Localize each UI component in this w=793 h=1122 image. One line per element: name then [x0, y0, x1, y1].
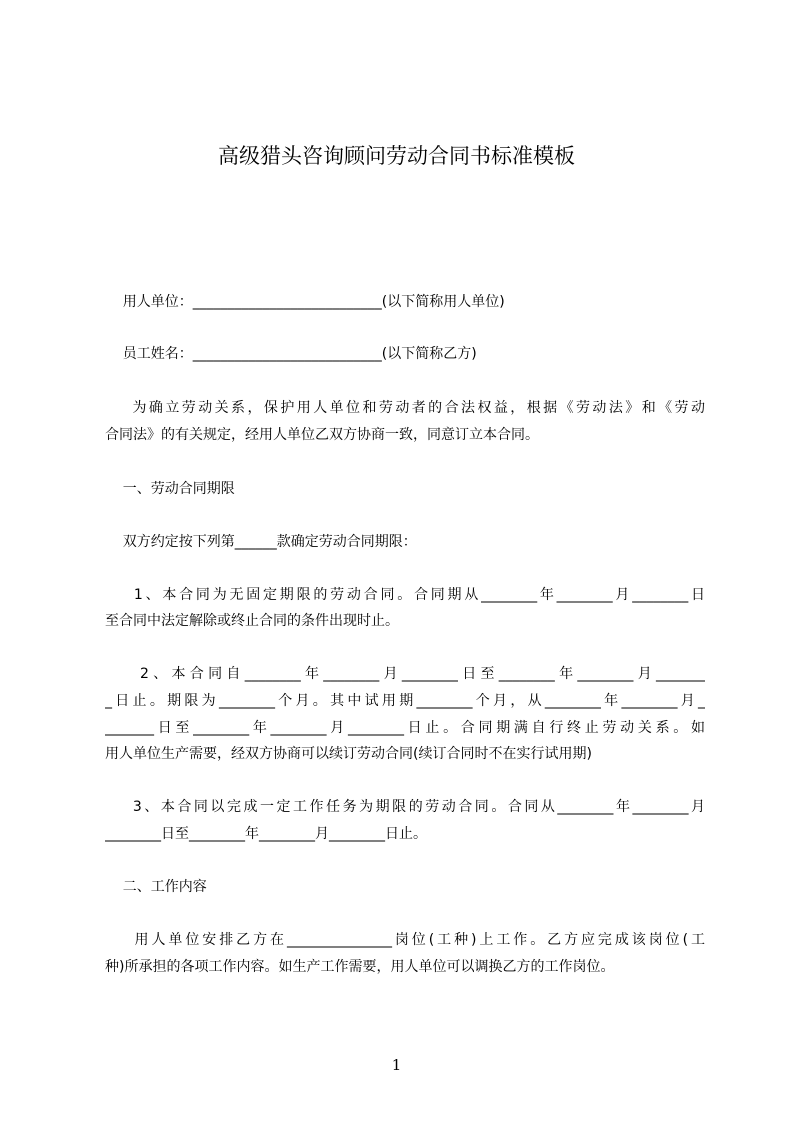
term-2-line-1: 2、本合同自________年________月________日至________年________月_______: [105, 666, 705, 682]
employee-line: 员工姓名：___________________________(以下简称乙方): [105, 346, 477, 362]
term-2-line-2: _日止。期限为________个月。其中试用期________个月，从________年________月_: [105, 693, 705, 709]
term-2-line-4: 用人单位生产需要，经双方协商可以续订劳动合同(续订合同时不在实行试用期): [105, 746, 592, 762]
section-2-line-1: 用人单位安排乙方在_______________岗位(工种)上工作。乙方应完成该岗位(工: [105, 932, 705, 948]
section-2-heading: 二、工作内容: [105, 879, 207, 895]
term-3-line-1: 3、本合同以完成一定工作任务为期限的劳动合同。合同从________年________月: [105, 799, 705, 815]
section-2-line-2: 种)所承担的各项工作内容。如生产工作需要，用人单位可以调换乙方的工作岗位。: [105, 959, 615, 975]
term-1-line-1: 1、本合同为无固定期限的劳动合同。合同期从________年________月________日: [105, 587, 705, 603]
term-2-line-3: _______日至________年________月________日止。合同期满自行终止劳动关系。如: [105, 720, 705, 736]
document-title: 高级猎头咨询顾问劳动合同书标准模板: [218, 144, 575, 168]
section-1-choice: 双方约定按下列第______款确定劳动合同期限：: [105, 534, 417, 550]
term-3-line-2: ________日至________年________月________日止。: [105, 826, 427, 842]
page-number: 1: [391, 1056, 402, 1074]
intro-line-1: 为确立劳动关系，保护用人单位和劳动者的合法权益，根据《劳动法》和《劳动: [105, 400, 705, 416]
intro-line-2: 合同法》的有关规定，经用人单位乙双方协商一致，同意订立本合同。: [105, 427, 539, 443]
section-1-heading: 一、劳动合同期限: [105, 481, 235, 497]
term-1-line-2: 至合同中法定解除或终止合同的条件出现时止。: [105, 613, 399, 629]
employer-line: 用人单位：___________________________(以下简称用人单位): [105, 294, 505, 310]
